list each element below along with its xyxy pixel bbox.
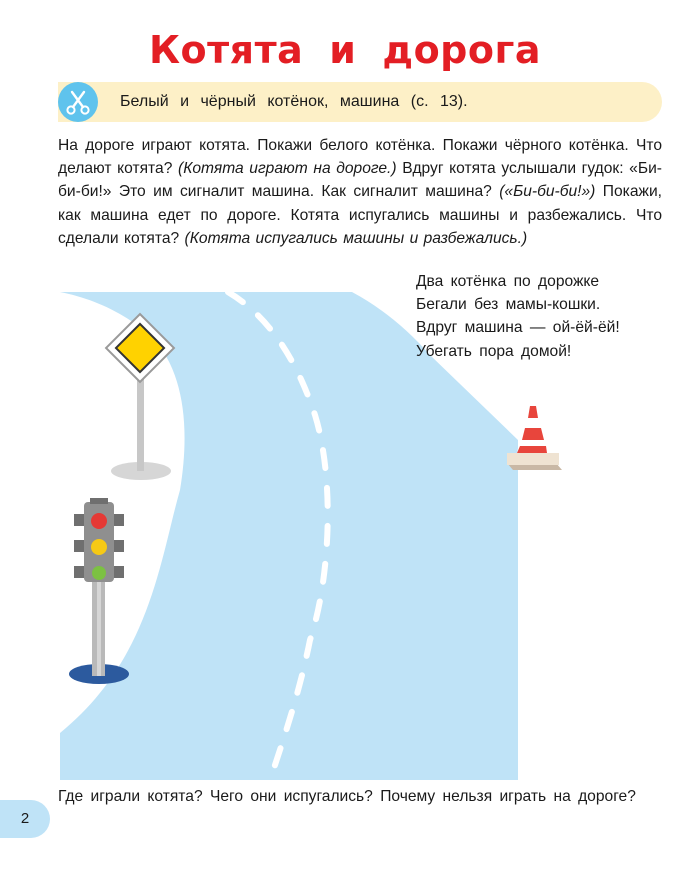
page-number: 2 bbox=[0, 800, 50, 838]
answer-2: («Би-би-би!») bbox=[499, 183, 596, 201]
poem-line: Вдруг машина — ой-ёй-ёй! bbox=[416, 319, 620, 337]
poem-line: Бегали без мамы-кошки. bbox=[416, 296, 601, 314]
materials-text: Белый и чёрный котёнок, машина (с. 13). bbox=[120, 93, 468, 110]
materials-bar bbox=[58, 82, 662, 122]
priority-road-sign bbox=[106, 314, 174, 480]
poem bbox=[416, 270, 666, 363]
intro-text: На дороге играют котята. Покажи белого котёнка. Покажи чёрного котёнка. Что делают котята? (Котята играют на дороге.) Вдруг котята услышали гудок: «Би-би-би!» Это им сигналит машина. Как сигналит машина? («Би-би-би!») Покажи, как машина едет по дороге. Котята испугались машины и разбежались. Что сделали котята? (Котята испугались машины и разбежались.) bbox=[58, 137, 662, 247]
traffic-light bbox=[69, 498, 129, 684]
question-text: Где играли котята? Чего они испугались? Почему нельзя играть на дороге? bbox=[58, 788, 636, 805]
poem-line: Убегать пора домой! bbox=[416, 342, 572, 360]
scissors-icon bbox=[58, 82, 98, 122]
poem-line: Два котёнка по дорожке bbox=[416, 273, 600, 290]
answer-1: (Котята играют на дороге.) bbox=[178, 160, 397, 178]
page-title: Котята и дорога bbox=[148, 28, 541, 72]
answer-3: (Котята испугались машины и разбежались.) bbox=[184, 229, 528, 247]
